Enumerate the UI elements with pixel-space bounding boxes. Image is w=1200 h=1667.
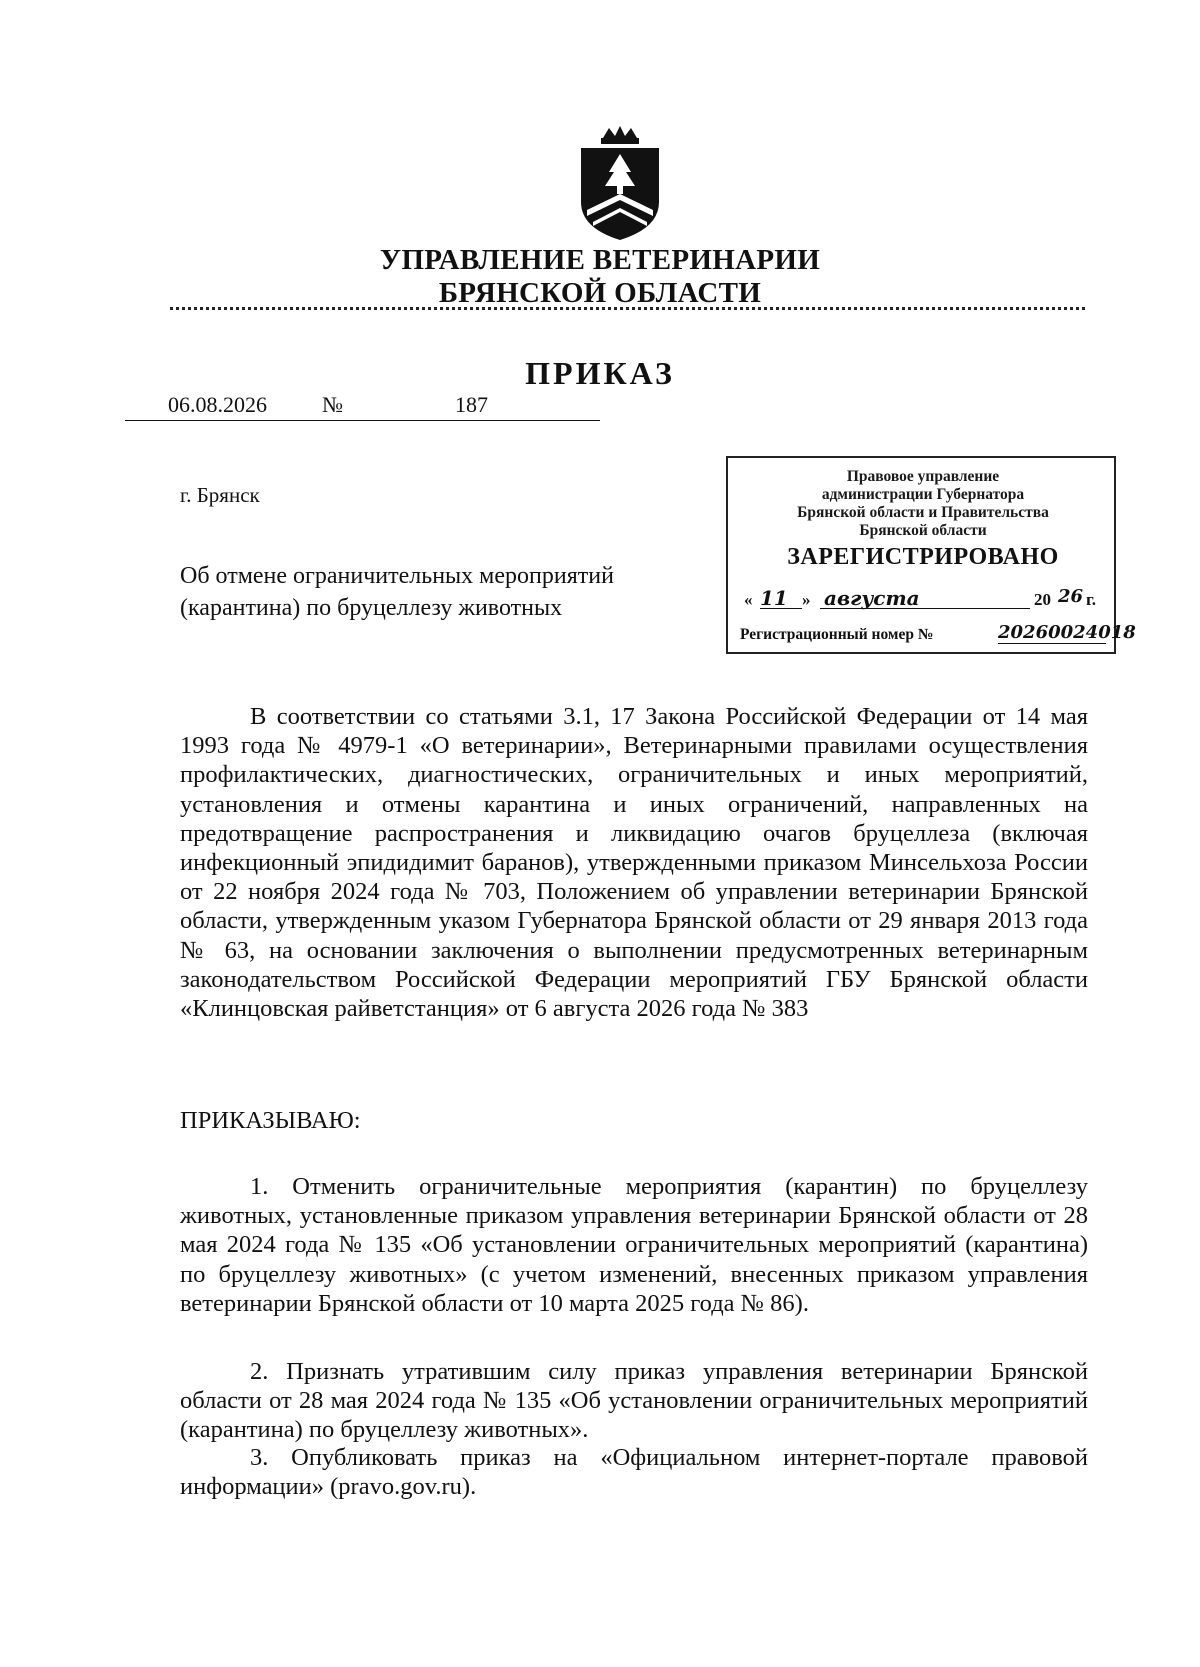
stamp-quote-close: » [802, 590, 811, 609]
stamp-year-prefix: 20 [1034, 590, 1051, 609]
stamp-regnum-row [740, 622, 1136, 647]
organization-name-line2: БРЯНСКОЙ ОБЛАСТИ [438, 277, 762, 309]
header-divider [170, 307, 1085, 310]
stamp-registered-label: ЗАРЕГИСТРИРОВАНО [787, 544, 1059, 570]
intro-paragraph: В соответствии со статьями 3.1, 17 Закона Российской Федерации от 14 мая 1993 года № 4979-1 «О ветеринарии», Ветеринарными правилами осуществления профилактических, диагностических, ограничительных и иных мероприятий, установления и отмены карантина и иных ограничений, направленных на предотвращение распространения и ликвидацию очагов бруцеллеза (включая инфекционный эпидидимит баранов), утвержденными приказом Минсельхоза России от 22 ноября 2024 года № 703, Положением об управлении ветеринарии Брянской области, утвержденным указом Губернатора Брянской области от 29 января 2013 года № 63, на основании заключения о выполнении предусмотренных ветеринарным законодательством Российской Федерации мероприятий ГБУ Брянской области «Клинцовская райветстанция» от 6 августа 2026 года № 383 [180, 703, 1088, 1023]
stamp-line-2: администрации Губернатора [821, 486, 1025, 503]
document-number: 187 [455, 392, 488, 417]
coat-of-arms-icon [573, 124, 667, 242]
number-sign: № [322, 392, 343, 417]
order-item-2: 2. Признать утратившим силу приказ управления ветеринарии Брянской области от 28 мая 2024 года № 135 «Об установлении ограничительных мероприятий (карантина) по бруцеллезу животных». [180, 1358, 1088, 1444]
stamp-day-underline [760, 608, 802, 609]
stamp-regnum-handwritten: 20260024018 [998, 622, 1136, 643]
stamp-day-handwritten: 11 [760, 586, 788, 610]
document-date: 06.08.2026 [168, 392, 267, 417]
document-title: ПРИКАЗ [525, 355, 675, 391]
document-subject: Об отмене ограничительных мероприятий (карантина) по бруцеллезу животных [180, 563, 614, 621]
order-item-1: 1. Отменить ограничительные мероприятия (карантин) по бруцеллезу животных, установленные приказом управления ветеринарии Брянской области от 28 мая 2024 года № 135 «Об установлении ограничительных мероприятий (карантина) по бруцеллезу животных» (с учетом изменений, внесенных приказом управления ветеринарии Брянской области от 10 марта 2025 года № 86). [180, 1173, 1088, 1317]
registration-stamp [726, 456, 1136, 654]
stamp-line-3: Брянской области и Правительства [797, 504, 1049, 521]
stamp-quote-open: « [744, 590, 753, 609]
stamp-year-handwritten: 26 [1058, 586, 1084, 607]
organization-name-line1: УПРАВЛЕНИЕ ВЕТЕРИНАРИИ [379, 244, 821, 276]
order-item-3: 3. Опубликовать приказ на «Официальном интернет-портале правовой информации» (pravo.gov.ru). [180, 1444, 1088, 1501]
stamp-line-1: Правовое управление [846, 468, 1000, 485]
stamp-date-row [740, 586, 1110, 612]
date-number-underline [125, 420, 600, 421]
stamp-regnum-underline [998, 643, 1106, 644]
stamp-year-suffix: г. [1086, 590, 1097, 609]
order-word: ПРИКАЗЫВАЮ: [180, 1107, 361, 1134]
stamp-regnum-label: Регистрационный номер № [740, 626, 934, 643]
stamp-line-4: Брянской области [859, 522, 987, 539]
stamp-month-underline [820, 608, 1030, 609]
city: г. Брянск [180, 483, 260, 507]
stamp-month-handwritten: августа [824, 586, 920, 610]
